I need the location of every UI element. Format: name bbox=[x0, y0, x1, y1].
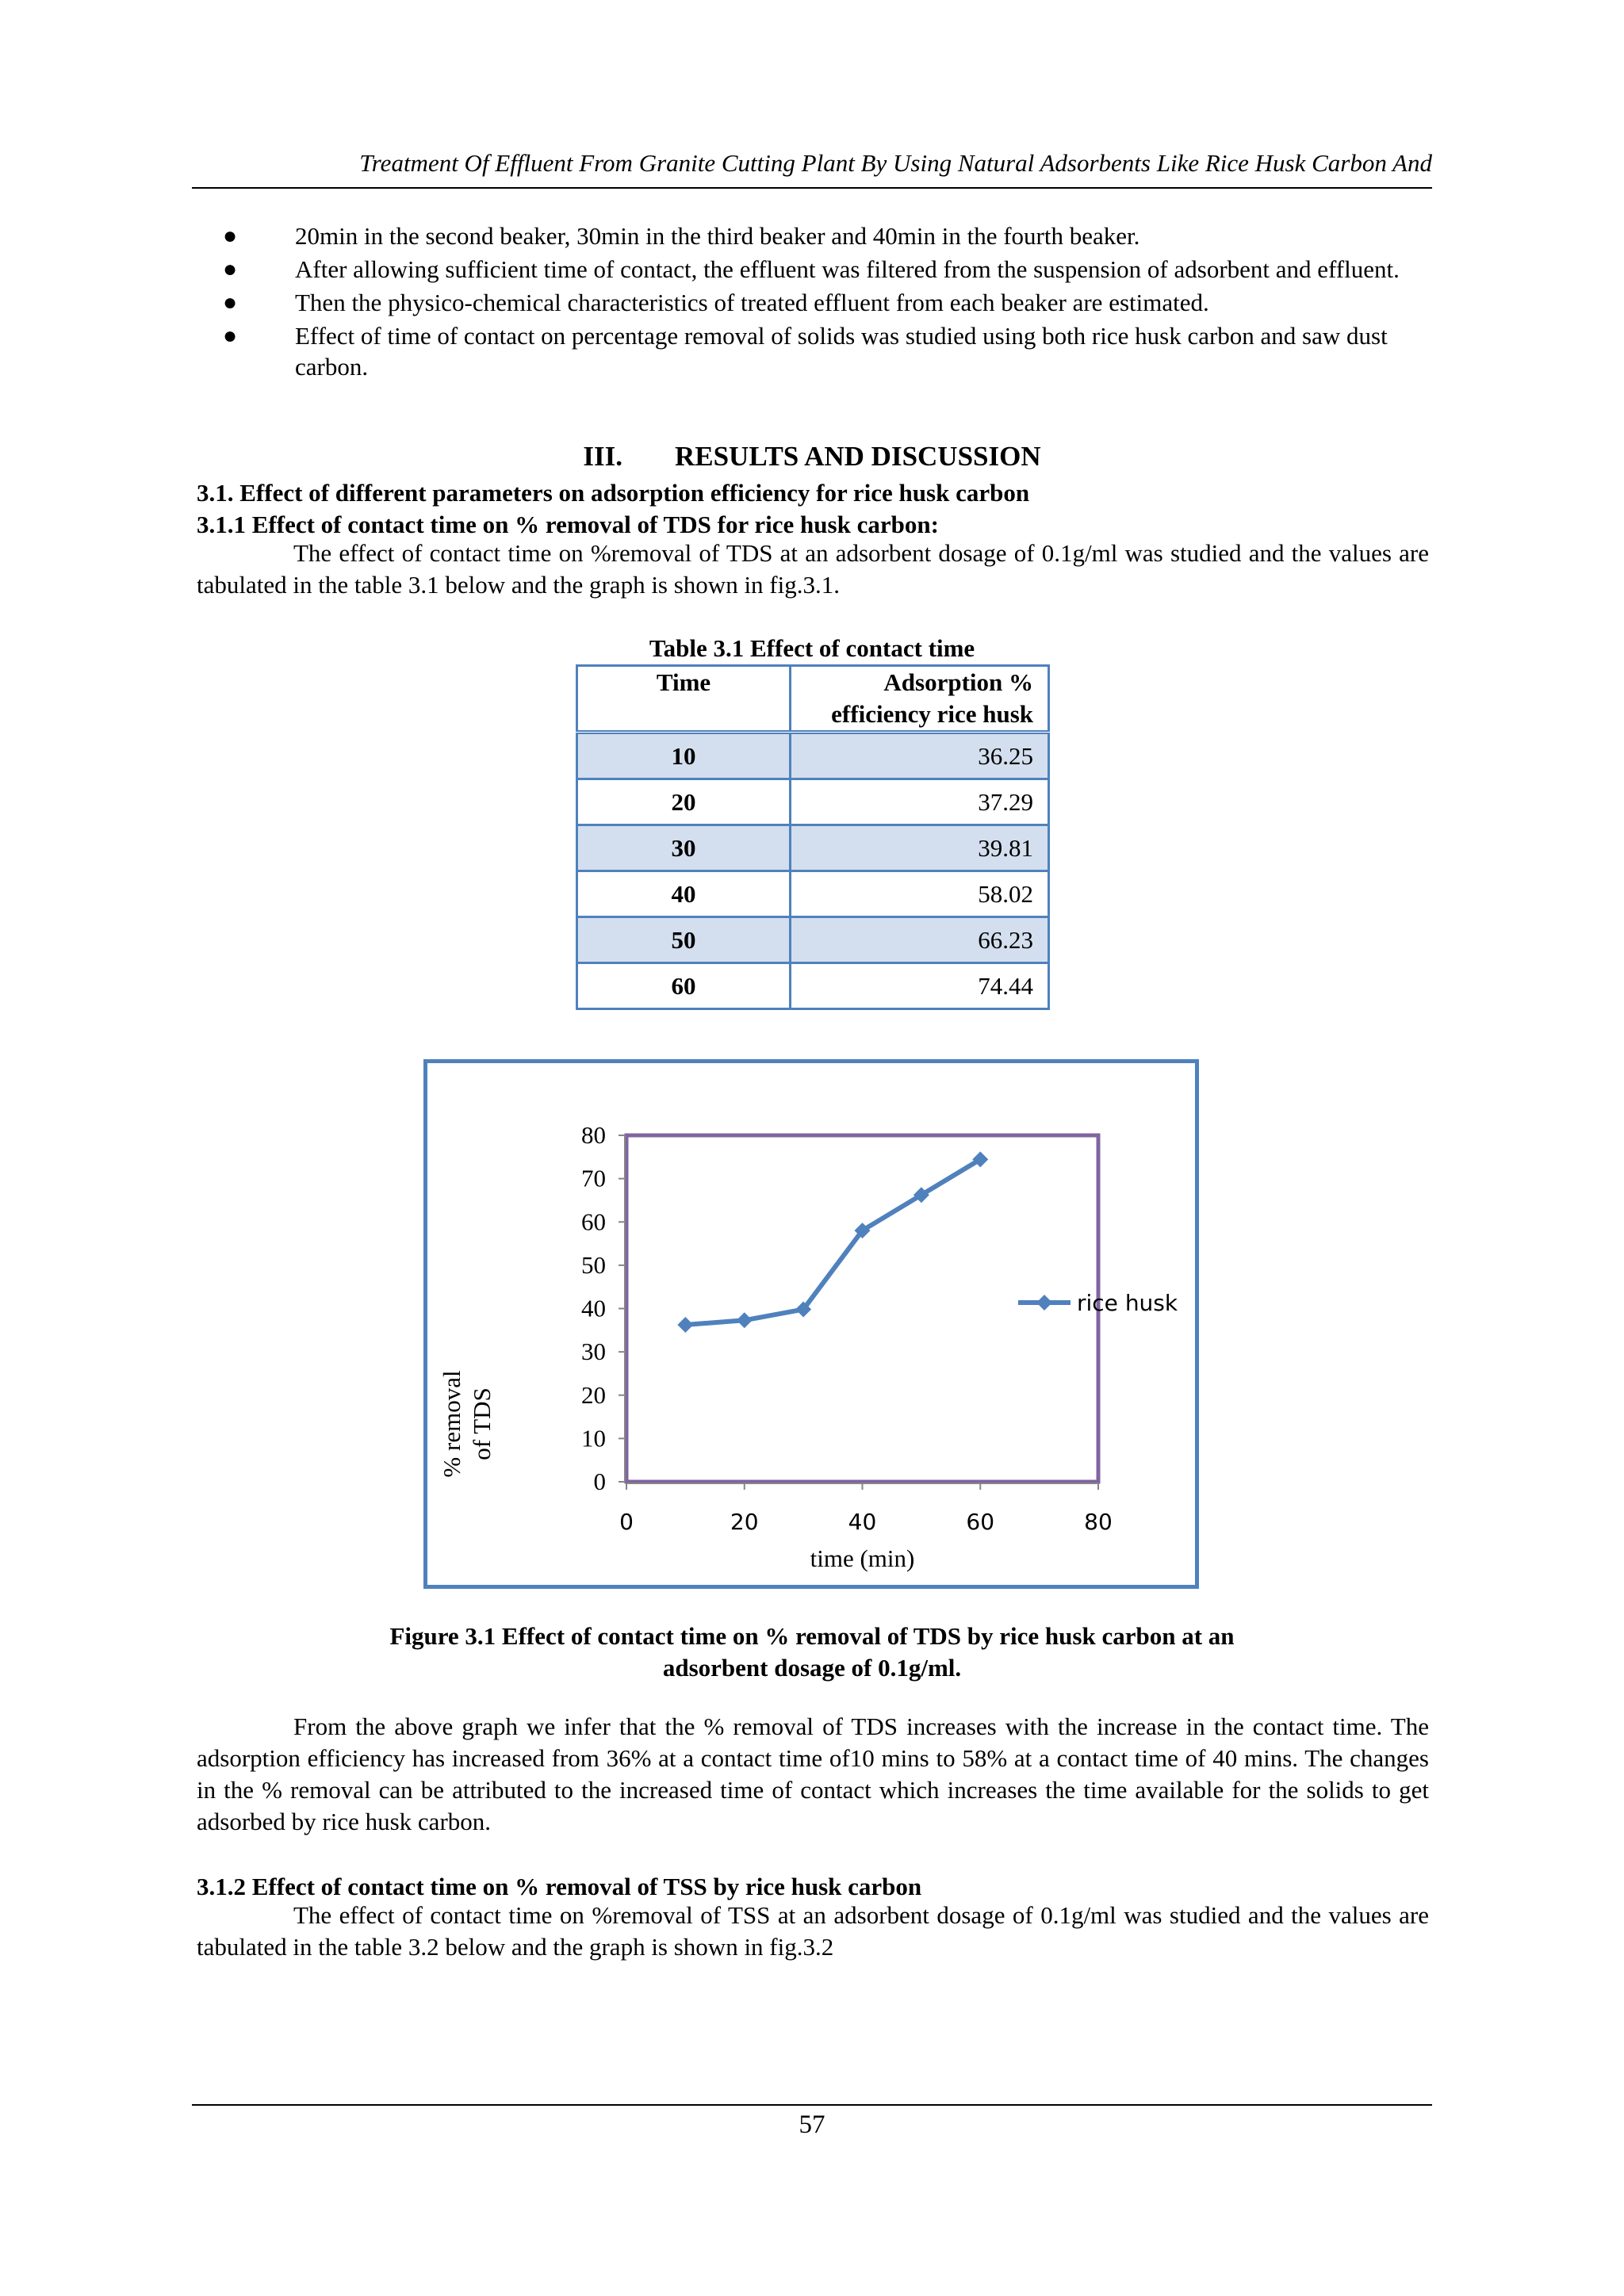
figure-caption bbox=[0, 1621, 1624, 1684]
heading-3-1-1: 3.1.1 Effect of contact time on % removal of TDS for rice husk carbon: bbox=[197, 511, 939, 538]
y-tick-label: 0 bbox=[593, 1468, 606, 1495]
data-table bbox=[576, 664, 1050, 1010]
paragraph-intro-tds bbox=[197, 538, 1429, 601]
paragraph-intro-tss bbox=[197, 1900, 1429, 1963]
table-cell-value: 37.29 bbox=[791, 779, 1049, 825]
table-row bbox=[577, 963, 1049, 1009]
table-cell-value: 74.44 bbox=[791, 963, 1049, 1009]
chart-frame bbox=[423, 1059, 1199, 1589]
running-header: Treatment Of Effluent From Granite Cutting Plant By Using Natural Adsorbents Like Rice Husk Carbon And bbox=[359, 149, 1432, 177]
table-cell-time: 50 bbox=[577, 917, 791, 963]
column-header-line: Adsorption % bbox=[883, 668, 1033, 696]
page-number: 57 bbox=[799, 2110, 825, 2139]
table-cell-time: 30 bbox=[577, 825, 791, 871]
x-axis-label: time (min) bbox=[810, 1544, 915, 1572]
table-row bbox=[577, 917, 1049, 963]
list-item bbox=[214, 287, 1435, 318]
y-tick-label: 70 bbox=[581, 1164, 606, 1192]
table-row bbox=[577, 825, 1049, 871]
list-item-text: Effect of time of contact on percentage removal of solids was studied using both rice husk carbon and saw dust carbon. bbox=[295, 322, 1388, 381]
legend-marker-icon bbox=[1036, 1295, 1052, 1311]
x-tick-label: 60 bbox=[966, 1509, 995, 1535]
table-row bbox=[577, 779, 1049, 825]
section-number: III. bbox=[583, 441, 622, 472]
paragraph-text: From the above graph we infer that the % removal of TDS increases with the increase in the contact time. The adsorption efficiency has increased from 36% at a contact time of10 mins to 58% at a contact time of 40 mins. The changes in the % removal can be attributed to the increased time of contact which increases the time available for the solids to get adsorbed by rice husk carbon. bbox=[197, 1712, 1429, 1835]
y-tick-label: 50 bbox=[581, 1250, 606, 1279]
x-tick-label: 80 bbox=[1084, 1509, 1113, 1535]
bullet-icon: ● bbox=[223, 289, 238, 316]
y-tick-label: 30 bbox=[581, 1337, 606, 1366]
table-row bbox=[577, 871, 1049, 917]
heading-3-1: 3.1. Effect of different parameters on adsorption efficiency for rice husk carbon bbox=[197, 479, 1030, 507]
table-cell-value: 58.02 bbox=[791, 871, 1049, 917]
list-item bbox=[214, 220, 1435, 251]
section-title: RESULTS AND DISCUSSION bbox=[674, 441, 1041, 472]
list-item-text: After allowing sufficient time of contact, the effluent was filtered from the suspension of adsorbent and effluent. bbox=[295, 255, 1400, 283]
table-cell-value: 36.25 bbox=[791, 733, 1049, 779]
table-cell-time: 40 bbox=[577, 871, 791, 917]
bullet-list bbox=[214, 220, 1435, 385]
x-tick-label: 40 bbox=[848, 1509, 877, 1535]
list-item bbox=[214, 320, 1435, 382]
y-tick-label: 10 bbox=[581, 1424, 606, 1452]
y-axis-label: of TDS bbox=[468, 1387, 496, 1460]
column-header-time: Time bbox=[577, 666, 791, 733]
y-tick-label: 60 bbox=[581, 1207, 606, 1236]
column-header-line: efficiency rice husk bbox=[831, 700, 1033, 728]
data-point-marker bbox=[677, 1317, 693, 1333]
section-heading bbox=[0, 441, 1624, 473]
paragraph-text: The effect of contact time on %removal of TDS at an adsorbent dosage of 0.1g/ml was studied and the values are tabulated in the table 3.1 below and the graph is shown in fig.3.1. bbox=[197, 539, 1429, 599]
table-cell-value: 39.81 bbox=[791, 825, 1049, 871]
legend-label: rice husk bbox=[1077, 1290, 1178, 1316]
header-rule bbox=[192, 187, 1432, 189]
x-tick-label: 0 bbox=[619, 1509, 634, 1535]
y-tick-label: 40 bbox=[581, 1294, 606, 1322]
table-cell-value: 66.23 bbox=[791, 917, 1049, 963]
table-cell-time: 60 bbox=[577, 963, 791, 1009]
list-item-text: 20min in the second beaker, 30min in the third beaker and 40min in the fourth beaker. bbox=[295, 222, 1140, 250]
table-cell-time: 10 bbox=[577, 733, 791, 779]
paragraph-text: The effect of contact time on %removal of TSS at an adsorbent dosage of 0.1g/ml was studied and the values are tabulated in the table 3.2 below and the graph is shown in fig.3.2 bbox=[197, 1901, 1429, 1961]
figure-caption-line: Figure 3.1 Effect of contact time on % removal of TDS by rice husk carbon at an bbox=[389, 1622, 1235, 1650]
line-chart bbox=[427, 1063, 1195, 1585]
footer-rule bbox=[192, 2104, 1432, 2106]
paragraph-discussion bbox=[197, 1711, 1429, 1838]
x-tick-label: 20 bbox=[730, 1509, 759, 1535]
list-item-text: Then the physico-chemical characteristics of treated effluent from each beaker are estimated. bbox=[295, 289, 1209, 316]
column-header-efficiency bbox=[791, 666, 1049, 733]
bullet-icon: ● bbox=[223, 223, 238, 249]
plot-area-border bbox=[626, 1135, 1098, 1482]
table-row bbox=[577, 733, 1049, 779]
bullet-icon: ● bbox=[223, 323, 238, 349]
data-point-marker bbox=[737, 1312, 753, 1328]
table-header-row bbox=[577, 666, 1049, 733]
list-item bbox=[214, 254, 1435, 285]
y-tick-label: 80 bbox=[581, 1121, 606, 1149]
y-axis-label: % removal bbox=[438, 1370, 465, 1478]
bullet-icon: ● bbox=[223, 256, 238, 282]
figure-caption-line: adsorbent dosage of 0.1g/ml. bbox=[662, 1654, 962, 1682]
table-caption: Table 3.1 Effect of contact time bbox=[649, 634, 975, 662]
series-line-rice-husk bbox=[685, 1159, 980, 1325]
heading-3-1-2: 3.1.2 Effect of contact time on % removal of TSS by rice husk carbon bbox=[197, 1873, 922, 1900]
y-tick-label: 20 bbox=[581, 1380, 606, 1409]
table-cell-time: 20 bbox=[577, 779, 791, 825]
